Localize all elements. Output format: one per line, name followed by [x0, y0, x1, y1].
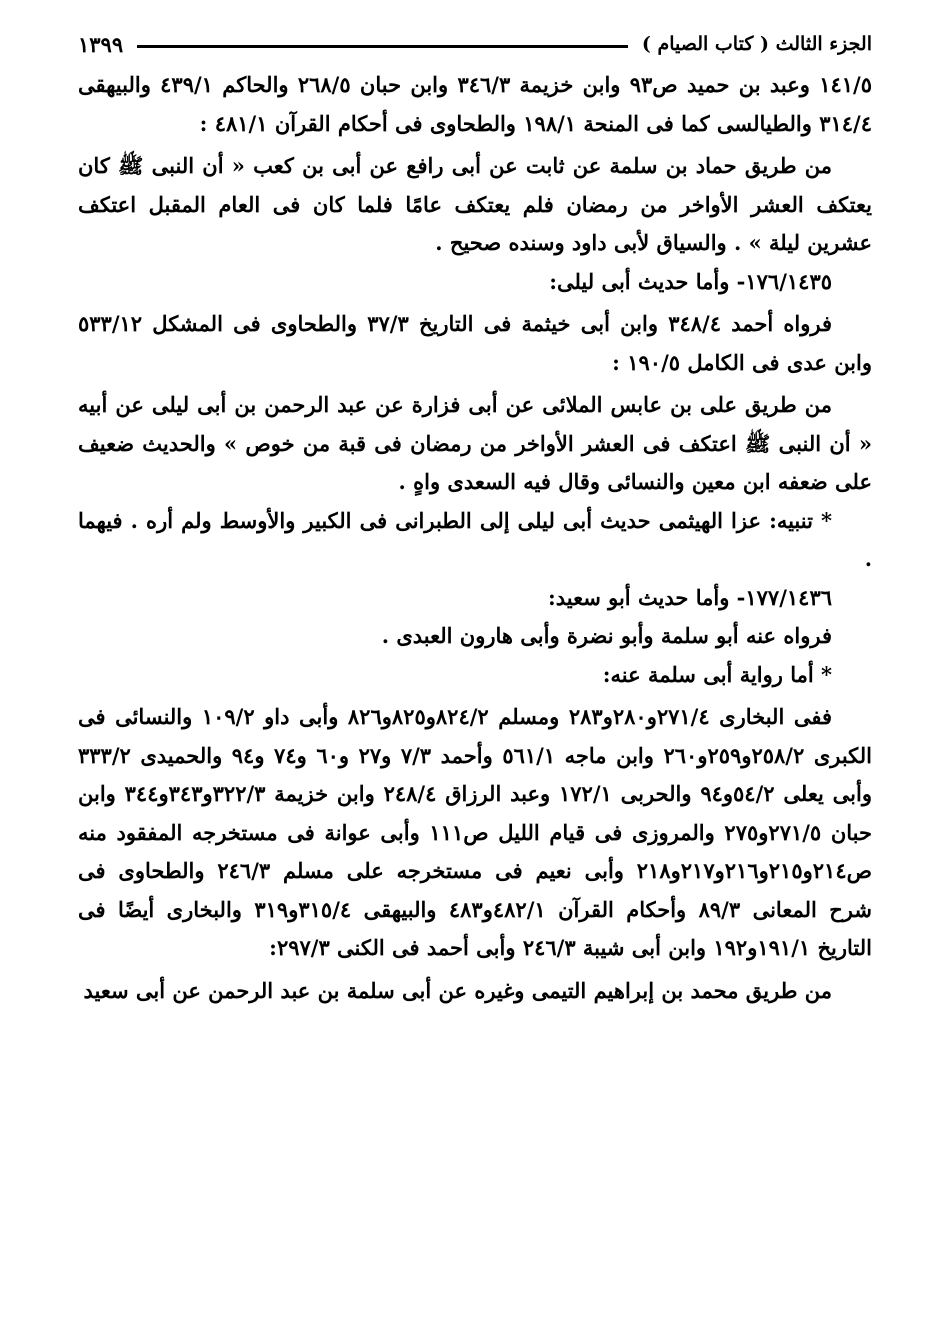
subheading-abi-salama: * أما رواية أبى سلمة عنه:	[602, 661, 832, 687]
book-page	[78, 22, 872, 1010]
running-title: الجزء الثالث ( كتاب الصيام )	[641, 33, 872, 55]
paragraph-isnad-3: من طريق محمد بن إبراهيم التيمى وغيره عن أبى سلمة بن عبد الرحمن عن أبى سعيد	[83, 977, 832, 1003]
paragraph-isnad-1: من طريق حماد بن سلمة عن ثابت عن أبى رافع عن أبى بن كعب « أن النبى ﷺ كان يعتكف العشر الأواخر من رمضان فلم يعتكف عامًا فلما كان فى العام المقبل اعتكف عشرين ليلة » . والسياق لأبى داود وسنده صحيح .	[78, 153, 872, 255]
section-heading-abi-said: ١٧٧/١٤٣٦- وأما حديث أبو سعيد:	[547, 584, 832, 610]
section-heading-abi-layla: ١٧٦/١٤٣٥- وأما حديث أبى ليلى:	[549, 268, 832, 294]
paragraph-sources-3: ففى البخارى ٢٧١/٤و٢٨٠و٢٨٣ ومسلم ٨٢٤/٢و٨٢٥و٨٢٦ وأبى داو ١٠٩/٢ والنسائى فى الكبرى ٢٥٨/٢و٢٥٩و٢٦٠ وابن ماجه ٥٦١/١ وأحمد ٧/٣ و٢٧ و٦٠ و٧٤ و٩٤ والحميدى ٣٣٣/٢ وأبى يعلى ٥٤/٢و٩٤ والحربى ١٧٢/١ وعبد الرزاق ٢٤٨/٤ وابن خزيمة ٣٢٢/٣و٣٤٣و٣٤٤ وابن حبان ٢٧١/٥و٢٧٥ والمروزى فى قيام الليل ص١١١ وأبى عوانة فى مستخرجه المفقود منه ص٢١٤و٢١٥و٢١٦و٢١٧و٢١٨ وأبى نعيم فى مستخرجه على مسلم ٢٤٦/٣ والطحاوى فى شرح المعانى ٨٩/٣ وأحكام القرآن ٤٨٢/١و٤٨٣ والبيهقى ٣١٥/٤و٣١٩ والبخارى أيضًا فى التاريخ ١٩١/١و١٩٢ وابن أبى شيبة ٢٤٦/٣ وأبى أحمد فى الكنى ٢٩٧/٣:	[78, 704, 873, 960]
paragraph-isnad-2: من طريق على بن عابس الملائى عن أبى فزارة عن عبد الرحمن بن أبى ليلى عن أبيه « أن النبى ﷺ اعتكف فى العشر الأواخر من رمضان فى قبة من خوص » والحديث ضعيف على ضعفه ابن معين والنسائى وقال فيه السعدى واهٍ .	[78, 392, 872, 494]
header-rule	[137, 45, 628, 48]
paragraph-sources-2: فرواه أحمد ٣٤٨/٤ وابن أبى خيثمة فى التاريخ ٣٧/٣ والطحاوى فى المشكل ٥٣٣/١٢ وابن عدى فى الكامل ١٩٠/٥ :	[78, 311, 872, 375]
page-number: ١٣٩٩	[78, 31, 124, 57]
page-header	[78, 22, 872, 66]
paragraph-sources-1: ١٤١/٥ وعبد بن حميد ص٩٣ وابن خزيمة ٣٤٦/٣ وابن حبان ٢٦٨/٥ والحاكم ٤٣٩/١ والبيهقى ٣١٤/٤ والطيالسى كما فى المنحة ١٩٨/١ والطحاوى فى أحكام القرآن ٤٨١/١ :	[78, 72, 872, 136]
note-tanbih: * تنبيه: عزا الهيثمى حديث أبى ليلى إلى الطبرانى فى الكبير والأوسط ولم أره . فيهما .	[78, 507, 872, 571]
paragraph-narrators: فرواه عنه أبو سلمة وأبو نضرة وأبى هارون العبدى .	[381, 623, 832, 648]
